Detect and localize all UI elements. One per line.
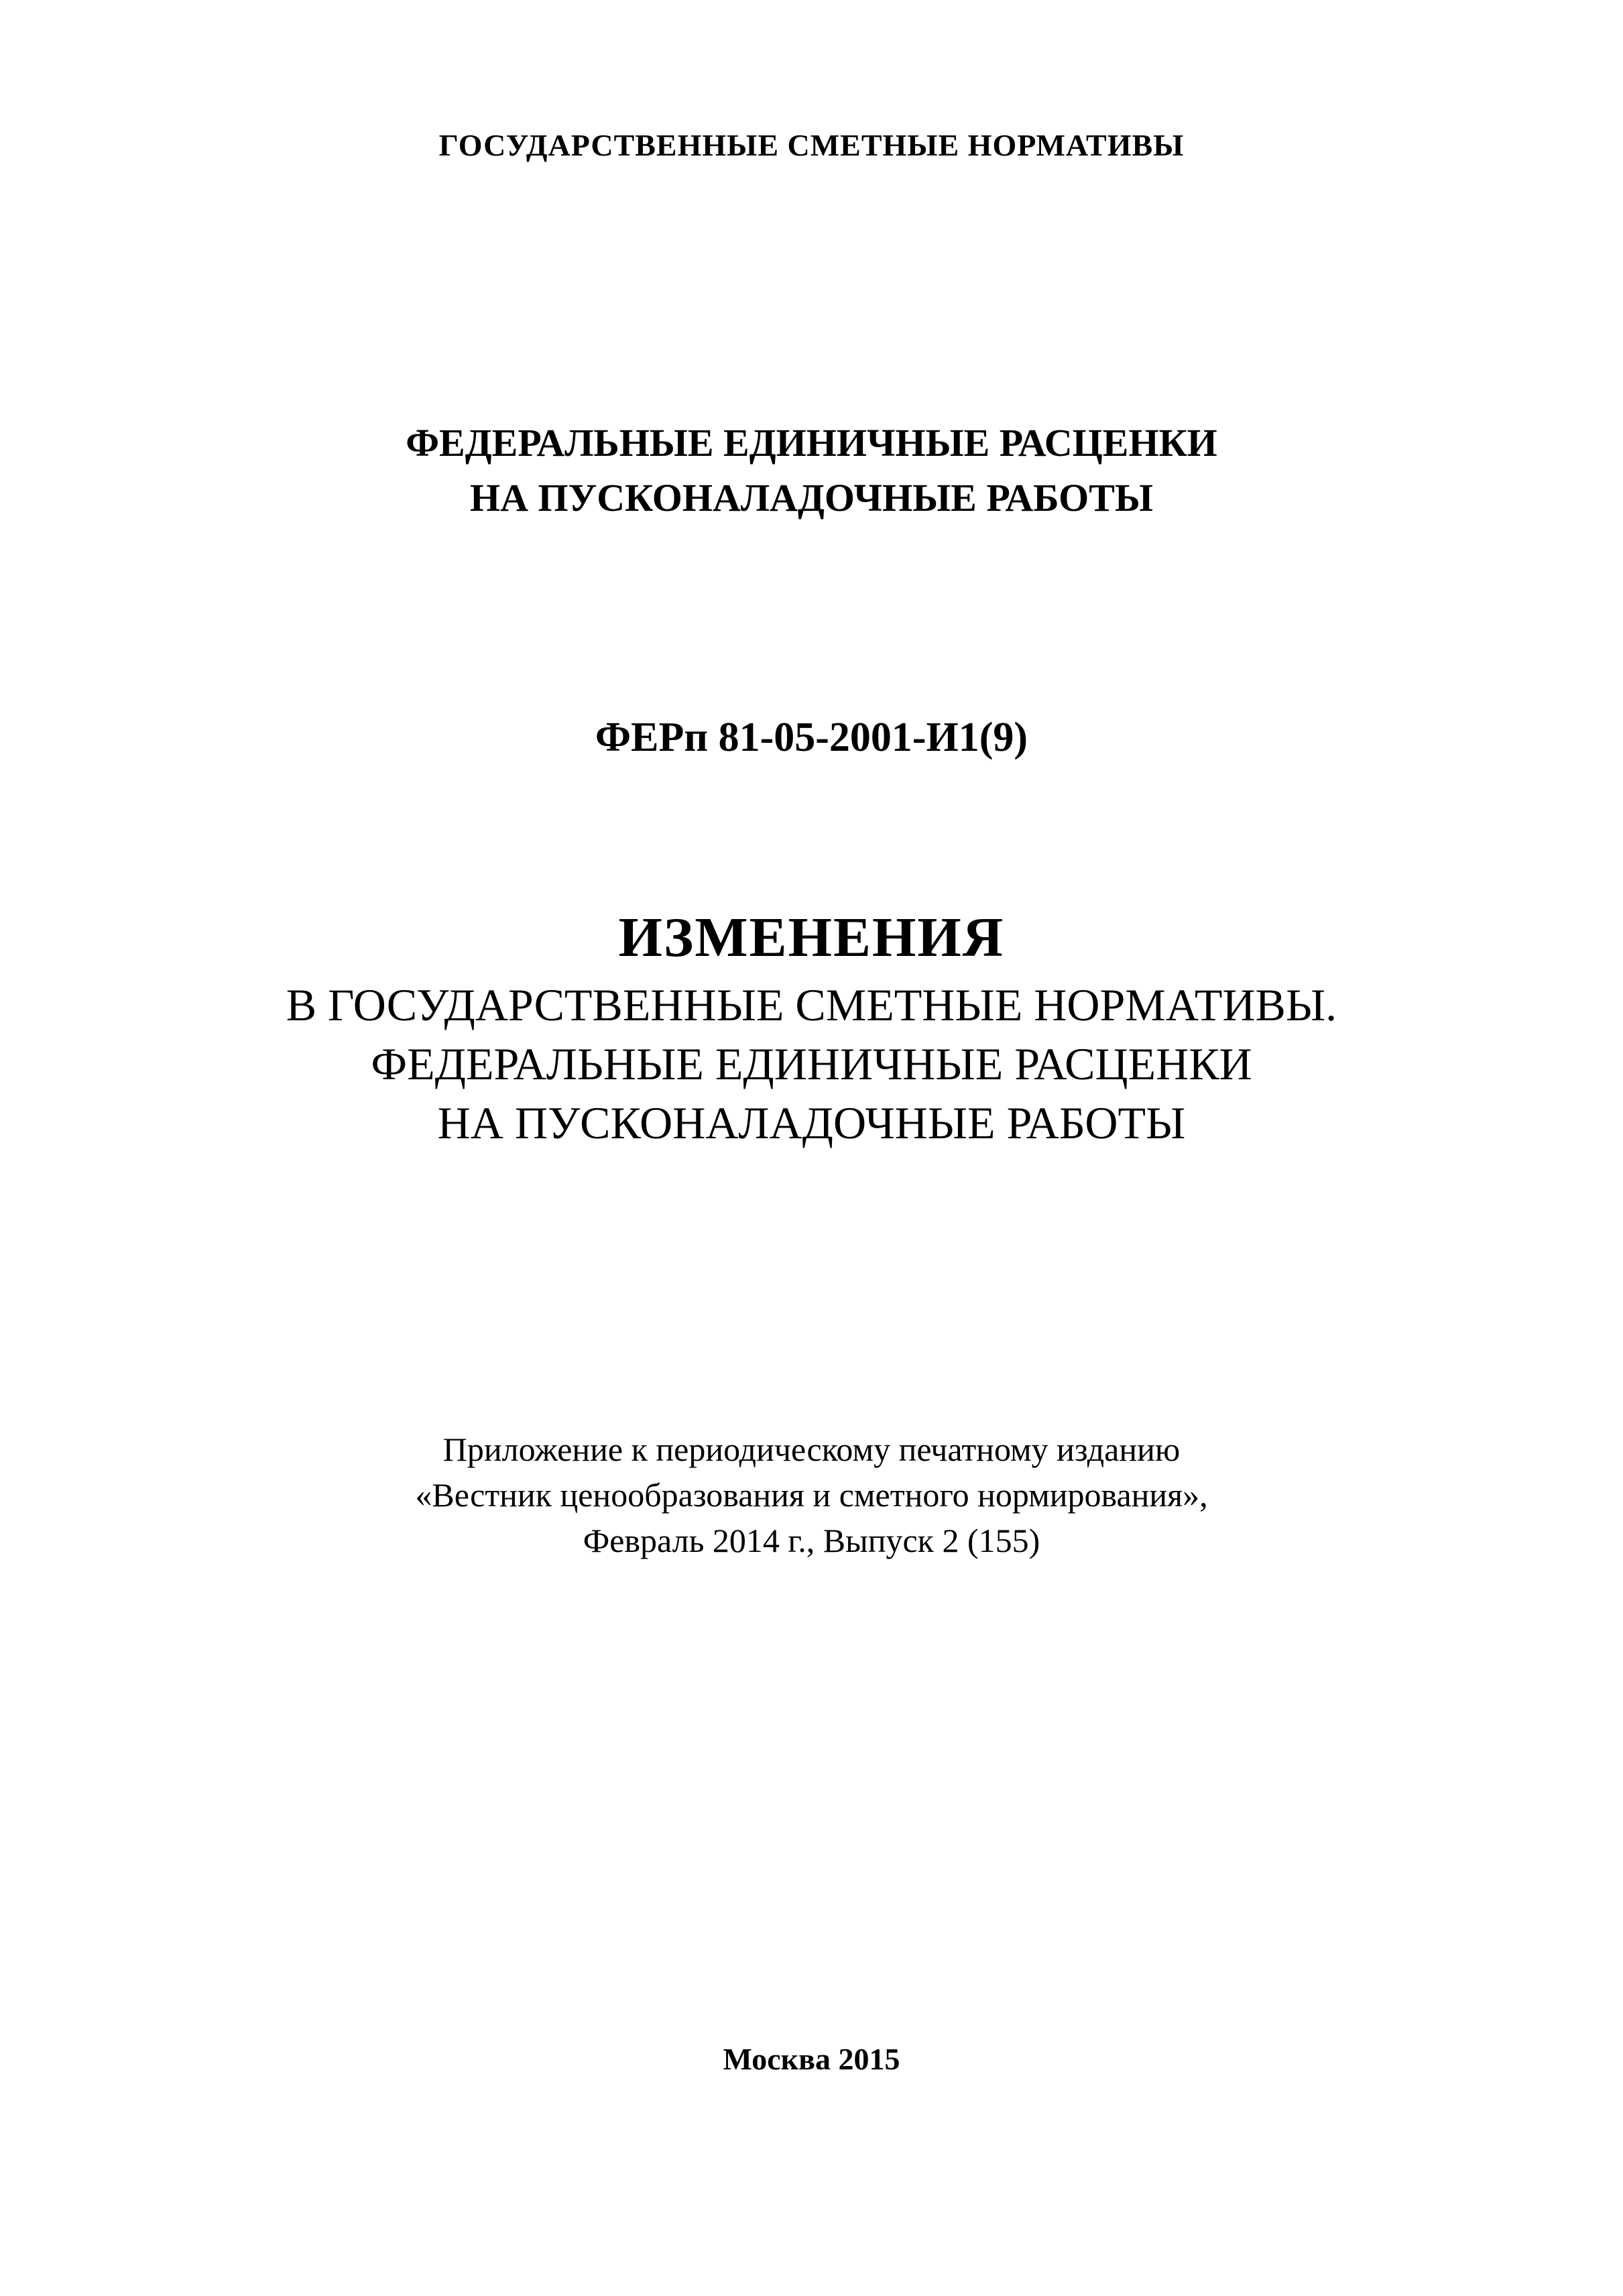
changes-subtitle-line-3: НА ПУСКОНАЛАДОЧНЫЕ РАБОТЫ	[437, 1097, 1186, 1148]
main-title-line-2: НА ПУСКОНАЛАДОЧНЫЕ РАБОТЫ	[470, 476, 1153, 520]
main-title-line-1: ФЕДЕРАЛЬНЫЕ ЕДИНИЧНЫЕ РАСЦЕНКИ	[406, 421, 1217, 465]
appendix-line-3: Февраль 2014 г., Выпуск 2 (155)	[583, 1522, 1040, 1559]
document-code: ФЕРп 81-05-2001-И1(9)	[595, 715, 1028, 760]
appendix-note	[0, 1427, 1623, 1563]
appendix-line-1: Приложение к периодическому печатному изданию	[442, 1431, 1181, 1468]
document-header: ГОСУДАРСТВЕННЫЕ СМЕТНЫЕ НОРМАТИВЫ	[438, 128, 1185, 162]
changes-subtitle	[0, 975, 1623, 1152]
changes-subtitle-line-2: ФЕДЕРАЛЬНЫЕ ЕДИНИЧНЫЕ РАСЦЕНКИ	[371, 1038, 1252, 1089]
changes-subtitle-line-1: В ГОСУДАРСТВЕННЫЕ СМЕТНЫЕ НОРМАТИВЫ.	[286, 979, 1337, 1030]
place-and-year: Москва 2015	[723, 2042, 900, 2076]
appendix-line-2: «Вестник ценообразования и сметного нормирования»,	[415, 1476, 1208, 1514]
main-title	[0, 416, 1623, 526]
changes-heading: ИЗМЕНЕНИЯ	[618, 906, 1005, 969]
